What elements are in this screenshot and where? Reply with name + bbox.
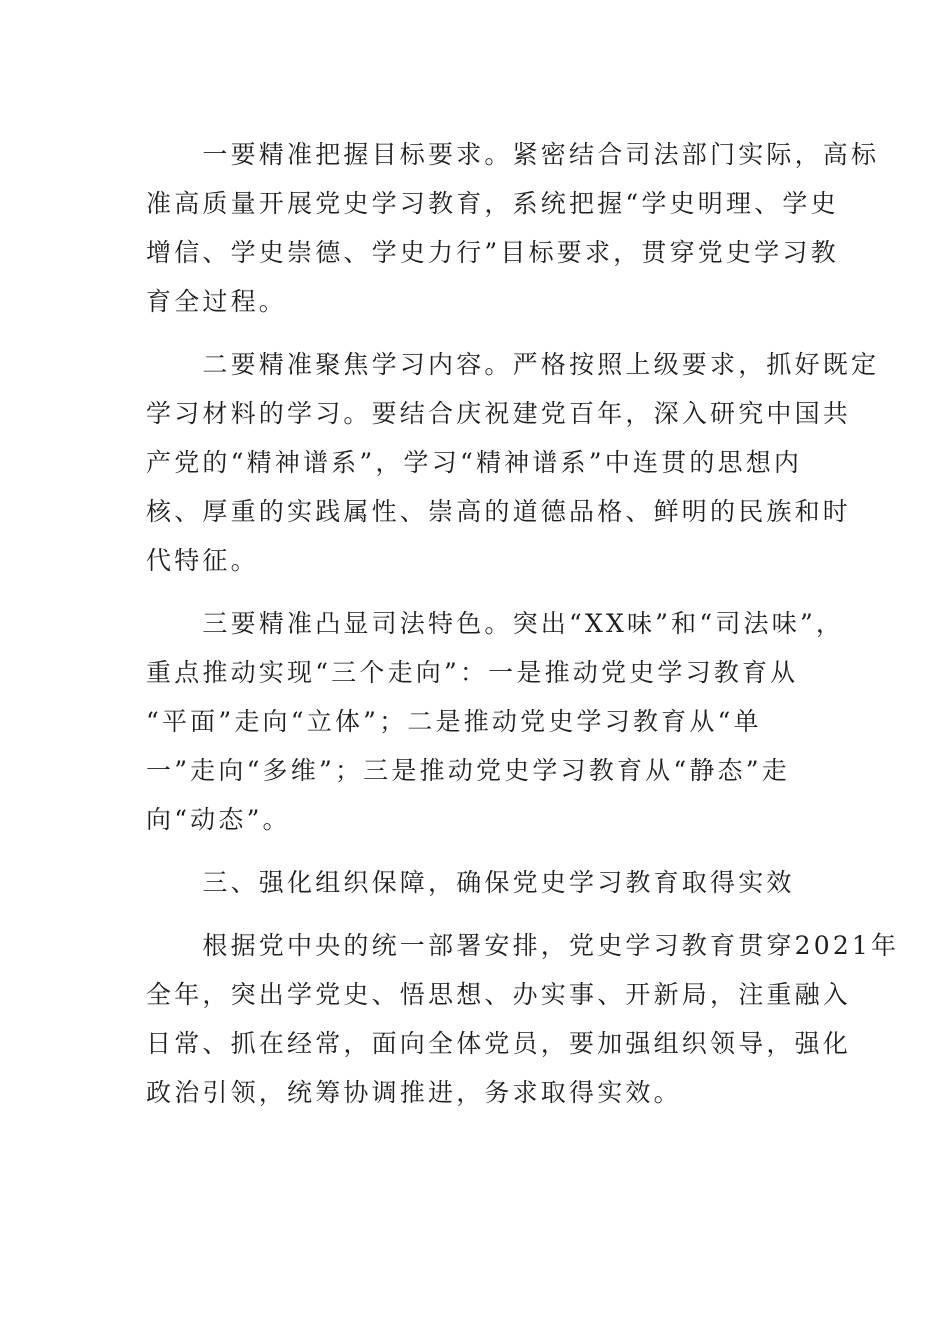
text-line: 全年，突出学党史、悟思想、办实事、开新局，注重融入	[146, 980, 852, 1009]
paragraph-gap	[146, 326, 808, 340]
text-line: 三、强化组织保障，确保党史学习教育取得实效	[146, 868, 795, 897]
text-line: “平面”走向“立体”；二是推动党史学习教育从“单	[146, 707, 762, 736]
paragraph-gap	[146, 907, 808, 921]
text-line: 重点推动实现“三个走向”：一是推动党史学习教育从	[146, 658, 799, 687]
document-body	[146, 130, 900, 1117]
paragraph-learning-content	[146, 340, 880, 585]
text-line: 增信、学史崇德、学史力行”目标要求，贯穿党史学习教	[146, 238, 839, 267]
text-line: 三要精准凸显司法特色。突出“XX味”和“司法味”，	[146, 609, 845, 638]
section-heading	[146, 858, 808, 907]
paragraph-judicial-features	[146, 599, 845, 844]
text-line: 产党的“精神谱系”，学习“精神谱系”中连贯的思想内	[146, 448, 803, 477]
paragraph-gap	[146, 844, 808, 858]
text-line: 一”走向“多维”；三是推动党史学习教育从“静态”走	[146, 756, 790, 785]
text-line: 一要精准把握目标要求。紧密结合司法部门实际，高标	[146, 140, 880, 169]
text-line: 向“动态”。	[146, 805, 291, 834]
text-line: 核、厚重的实践属性、崇高的道德品格、鲜明的民族和时	[146, 497, 852, 526]
text-line: 日常、抓在经常，面向全体党员，要加强组织领导，强化	[146, 1029, 852, 1058]
text-line: 根据党中央的统一部署安排，党史学习教育贯穿2021年	[146, 931, 900, 960]
text-line: 准高质量开展党史学习教育，系统把握“学史明理、学史	[146, 189, 839, 218]
paragraph-gap	[146, 585, 808, 599]
paragraph-organization	[146, 921, 900, 1117]
text-line: 代特征。	[146, 546, 259, 575]
paragraph-goal-requirements	[146, 130, 880, 326]
text-line: 政治引领，统筹协调推进，务求取得实效。	[146, 1078, 682, 1107]
text-line: 学习材料的学习。要结合庆祝建党百年，深入研究中国共	[146, 399, 852, 428]
text-line: 育全过程。	[146, 287, 288, 316]
text-line: 二要精准聚焦学习内容。严格按照上级要求，抓好既定	[146, 350, 880, 379]
